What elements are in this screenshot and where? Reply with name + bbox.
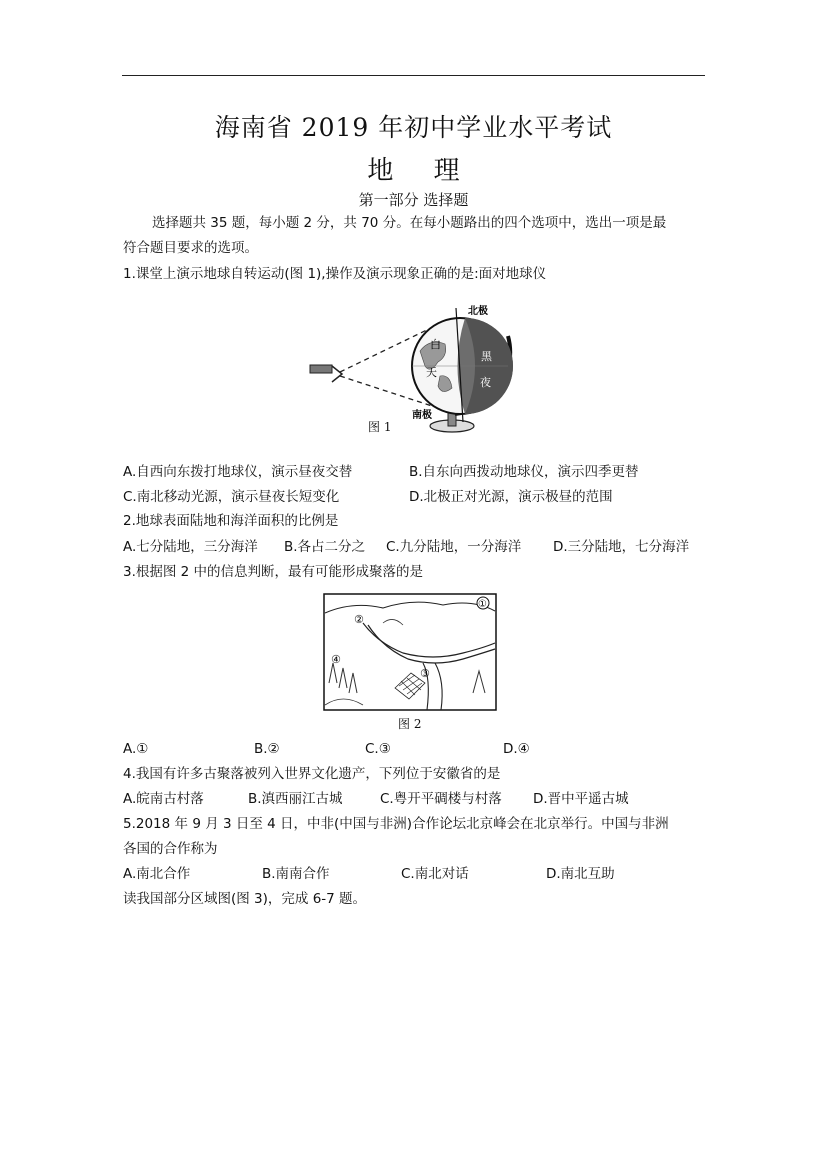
q4-stem: 4.我国有许多古聚落被列入世界文化遗产，下列位于安徽省的是 xyxy=(123,766,501,782)
q3-option-d[interactable]: D.④ xyxy=(503,741,530,757)
q5-option-a[interactable]: A.南北合作 xyxy=(123,866,191,882)
intro-line-1: 选择题共 35 题，每小题 2 分，共 70 分。在每小题路出的四个选项中，选出一项是最 xyxy=(152,215,667,231)
section-title: 第一部分 选择题 xyxy=(358,191,469,209)
label-day-1: 白 xyxy=(430,338,441,351)
figure-1-caption: 图 1 xyxy=(368,420,392,434)
q4-option-d[interactable]: D.晋中平遥古城 xyxy=(533,791,629,807)
q1-option-c[interactable]: C.南北移动光源，演示昼夜长短变化 xyxy=(123,489,340,505)
q3-option-c[interactable]: C.③ xyxy=(365,741,391,757)
q5-option-d[interactable]: D.南北互助 xyxy=(546,866,615,882)
label-north-pole: 北极 xyxy=(468,306,488,317)
q2-option-c[interactable]: C.九分陆地，一分海洋 xyxy=(386,539,522,555)
q4-option-b[interactable]: B.滇西丽江古城 xyxy=(248,791,343,807)
exam-title: 海南省 2019 年初中学业水平考试 xyxy=(214,113,613,142)
top-rule xyxy=(122,75,705,76)
light-source xyxy=(310,365,332,373)
intro-line-2: 符合题目要求的选项。 xyxy=(123,240,258,256)
q2-stem: 2.地球表面陆地和海洋面积的比例是 xyxy=(123,513,339,529)
label-night-2: 夜 xyxy=(480,376,491,389)
q4-option-c[interactable]: C.粤开平碉楼与村落 xyxy=(380,791,502,807)
marker-2: ② xyxy=(354,613,364,626)
q2-option-d[interactable]: D.三分陆地，七分海洋 xyxy=(553,539,690,555)
subject-title: 地 理 xyxy=(367,156,476,186)
q5-stem-line-1: 5.2018 年 9 月 3 日至 4 日，中非(中国与非洲)合作论坛北京峰会在北京举行。中国与非洲 xyxy=(123,816,669,832)
marker-3: ③ xyxy=(420,667,430,680)
q1-option-a[interactable]: A.自西向东拨打地球仪，演示昼夜交替 xyxy=(123,464,353,480)
q1-option-b[interactable]: B.自东向西拨动地球仪，演示四季更替 xyxy=(409,464,639,480)
marker-4: ④ xyxy=(331,653,341,666)
q3-stem: 3.根据图 2 中的信息判断，最有可能形成聚落的是 xyxy=(123,564,424,580)
q2-option-b[interactable]: B.各占二分之 xyxy=(284,539,366,555)
q5-option-b[interactable]: B.南南合作 xyxy=(262,866,330,882)
figure-2-caption: 图 2 xyxy=(398,717,422,731)
q5-option-c[interactable]: C.南北对话 xyxy=(401,866,469,882)
label-night-1: 黑 xyxy=(481,350,492,363)
label-south-pole: 南极 xyxy=(412,410,432,421)
q3-option-a[interactable]: A.① xyxy=(123,741,149,757)
q3-option-b[interactable]: B.② xyxy=(254,741,280,757)
read-instruction: 读我国部分区域图(图 3)，完成 6-7 题。 xyxy=(123,891,367,907)
map-frame xyxy=(324,594,496,710)
figure-1-globe xyxy=(300,296,530,446)
light-lens xyxy=(332,366,342,382)
figure-2-map xyxy=(323,593,497,711)
q4-option-a[interactable]: A.皖南古村落 xyxy=(123,791,204,807)
q1-stem: 1.课堂上演示地球自转运动(图 1),操作及演示现象正确的是:面对地球仪 xyxy=(123,266,547,282)
q5-stem-line-2: 各国的合作称为 xyxy=(123,841,218,857)
label-day-2: 天 xyxy=(426,366,437,379)
marker-1: ① xyxy=(478,599,487,610)
q2-option-a[interactable]: A.七分陆地，三分海洋 xyxy=(123,539,258,555)
q1-option-d[interactable]: D.北极正对光源，演示极昼的范围 xyxy=(409,489,613,505)
